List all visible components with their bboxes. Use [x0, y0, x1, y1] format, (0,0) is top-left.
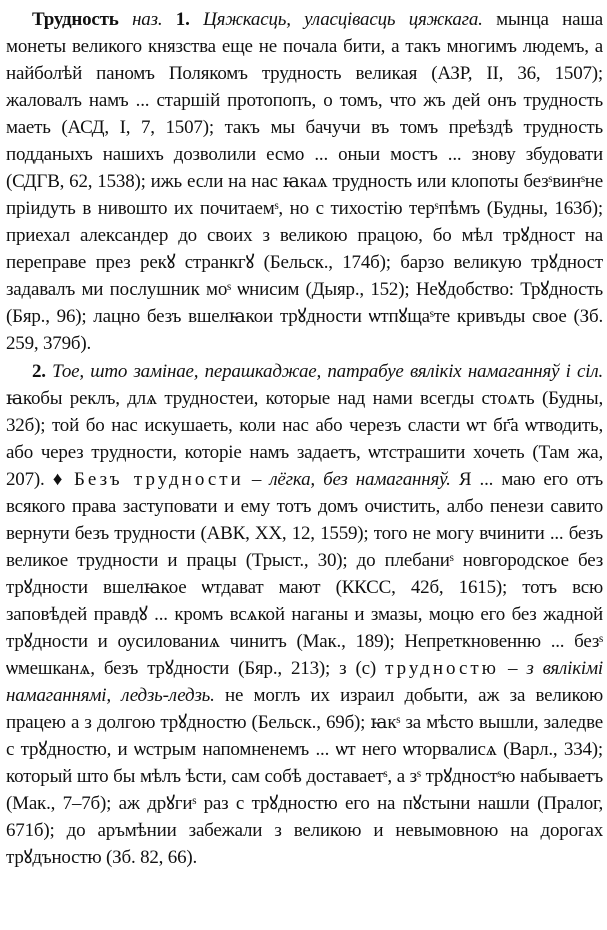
sense-2-citations-c: не моглъ их израил добыти, аж за великою працею а з долгою трꙋдностю (Бельск., 69б); ꙗкˢ за мѣсто вышли, заледве с трꙋдностю, и ѡстрым напомненемъ ... ѡт него ѡторвалисѧ (Варл., 334); который што бы мѣлъ ѣсти, сам собѣ доставаетˢ, а зˢ трꙋдностˢю набываетъ (Мак., 7–7б); аж дрꙋгиˢ раз с трꙋдностю его на пꙋстыни нашли (Пралог, 671б); до аръмѣнии забежали з великою и невымовною на дорогах трꙋдъностю (Зб. 82, 66). — [6, 685, 604, 868]
phrase-bullet-icon: ♦ — [52, 469, 66, 490]
sense-1-citations: мынца наша монеты великого князства еще не почала бити, а такъ многимъ людемъ, а найболѣй паномъ Полякомъ трудность великая (АЗР, II, 36, 1507); жаловалъ намъ ... старшій протопопъ, о томъ, что жъ дей онъ трудность маеть (АСД, I, 7, 1507); такъ мы бачучи въ томъ преѣздѣ трудность подданыхъ нашихъ дозволили есмо ... оныи мостъ ... знову збудовати (СДГВ, 62, 1538); ижь если на нас ꙗкаѧ трудность или клопоты безˢвинˢне прiидуть в нивошто их почитаемˢ, но с тихостiю терˢпѣмъ (Будны, 163б); приехал александер до своих з великою працою, бо мѣл трꙋдност на переправе през рекꙋ странкгꙋ (Бельск., 174б); барзо великую трꙋдност задавалъ ми послушник моˢ ѡнисим (Дыяр., 152); Неꙋдобство: Трꙋдность (Бяр., 96); лацно безъ вшелꙗкои трꙋдности ѡтпꙋщаˢте кривъды свое (Зб. 259, 379б). — [6, 9, 603, 354]
phrase-1-gloss: – лёгка, без намаганняў. — [251, 469, 451, 490]
phrase-trudnostyu: трудностю — [385, 658, 499, 679]
sense-number-2: 2. — [32, 361, 46, 382]
phrase-2-gloss: – з вялікімі намаганнямі, ледзь-ледзь. — [6, 658, 603, 706]
sense-1-paragraph — [6, 6, 603, 357]
sense-number-1: 1. — [175, 9, 190, 30]
sense-2-citations-b: Я ... маю его отъ всякого права заступовати и ему тотъ домъ очистить, албо пенези савито вернути безъ трудности (АВК, XX, 12, 1559); того не могу вчинити ... безъ великое трудности и працы (Трыст., 30); до плебаниˢ новгородское без трꙋдности вшелꙗкое ѡтдават мают (ККСС, 42б, 1615); тотъ всю заповѣдей правдꙋ ... кромъ всѧкой наганы и змазы, моцю его без жадной трꙋдности и оусилованиѧ чинитъ (Мак., 189); Непреткновенню ... безˢ ѡмешканѧ, безъ трꙋдности (Бяр., 213); — [6, 469, 603, 679]
sense-2-definition: Тое, што замінае, перашкаджае, патрабуе вялікіх намаганняў і сіл. — [52, 361, 603, 382]
sense-2-citations-a: ꙗкобы реклъ, длѧ трудностеи, которые над нами всегды стоѧть (Будны, 32б); той бо нас искушаеть, коли нас або черезъ сласти ѡт бг҃а ѡтводить, або через трудности, которіе намъ задаетъ, ѡтстрашити хочеть (Там жа, 207). — [6, 388, 603, 490]
phrase-2-prefix: з (с) — [339, 658, 377, 679]
headword: Трудность — [32, 9, 119, 30]
sense-2-paragraph — [6, 358, 603, 871]
grammar-label: наз. — [132, 9, 163, 30]
sense-1-definition: Цяжкасць, уласцівасць цяжкага. — [203, 9, 483, 30]
phrase-bez-trudnosti: Безъ трудности — [74, 469, 244, 490]
